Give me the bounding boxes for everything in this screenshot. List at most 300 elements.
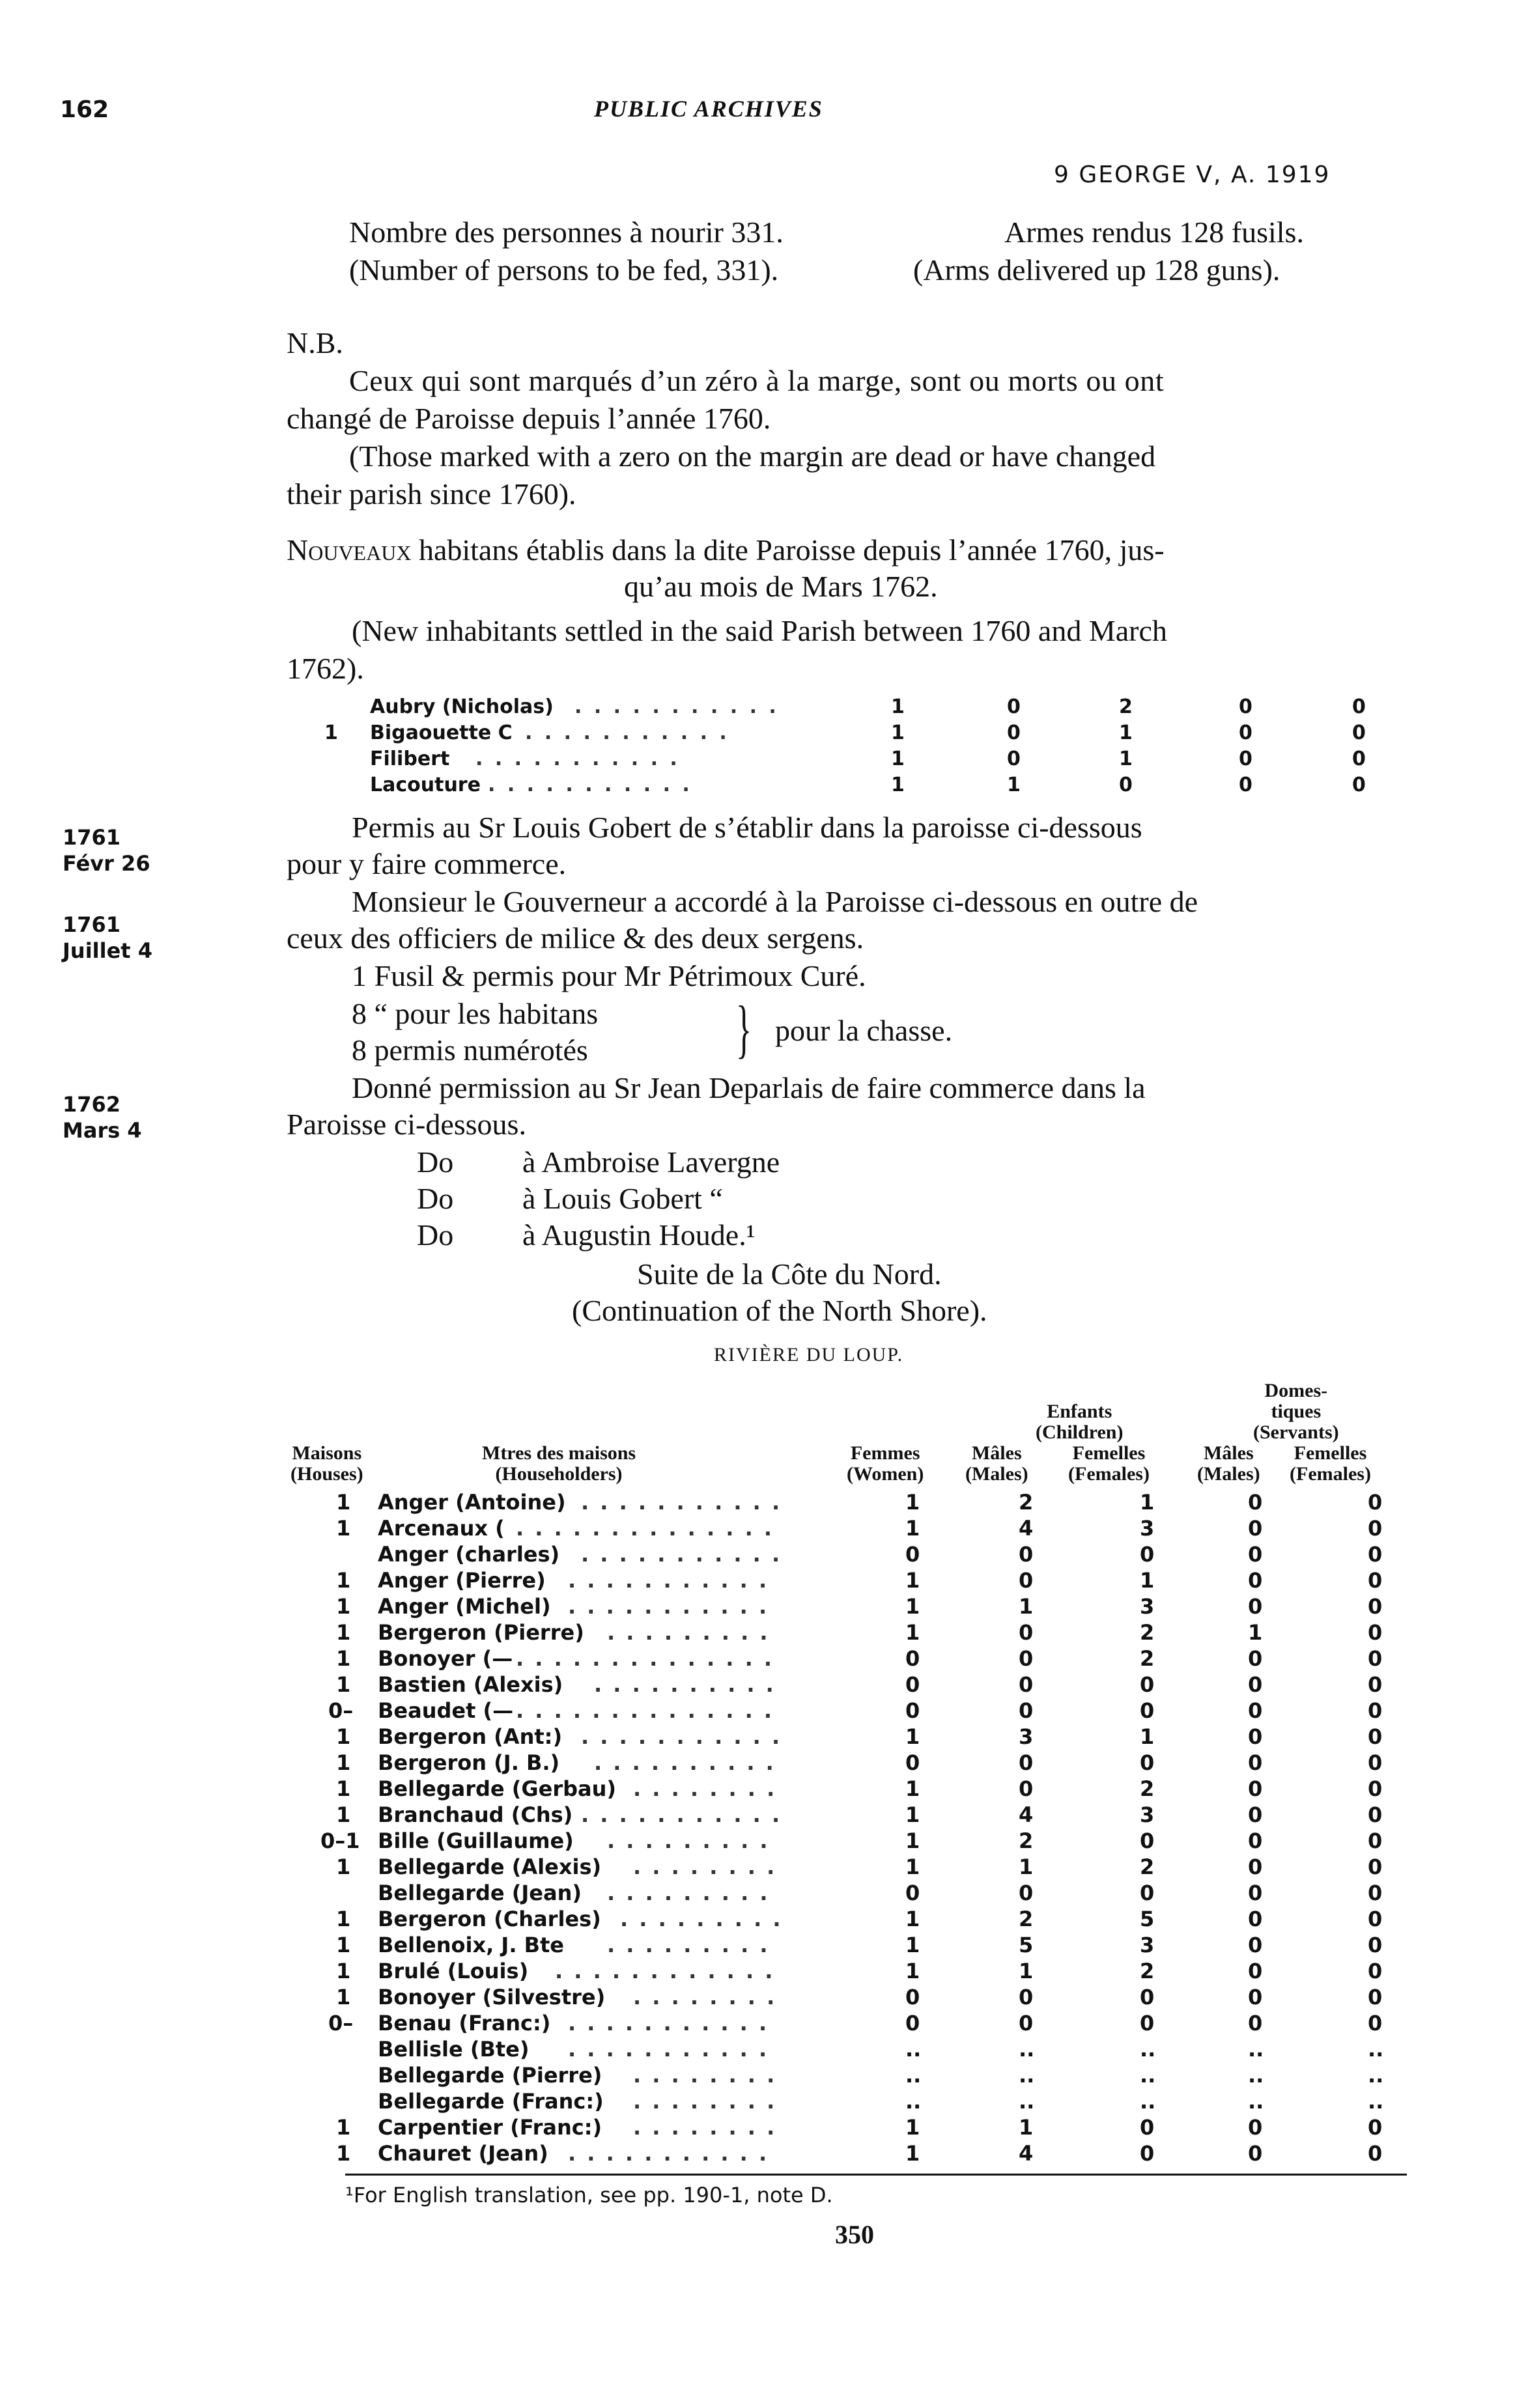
census-value: 1 — [905, 1802, 920, 1827]
census-householder: Bellisle (Bte) — [378, 2037, 530, 2062]
section-title-fr: Suite de la Côte du Nord. — [637, 1257, 942, 1291]
new-row-value: 1 — [1007, 774, 1021, 796]
footnote-rule — [345, 2174, 1407, 2176]
col-dmales-l1: Mâles — [1203, 1442, 1254, 1464]
census-value: 3 — [1140, 1594, 1155, 1619]
census-leader: . . . . . . . . — [633, 2089, 777, 2114]
section-subtitle: RIVIÈRE DU LOUP. — [714, 1344, 904, 1365]
census-house-mark: 1 — [336, 1933, 351, 1957]
census-value: 1 — [1140, 1490, 1155, 1515]
new-row-value: 1 — [1119, 748, 1133, 770]
census-value: .. — [1019, 2063, 1035, 2088]
census-leader: . . . . . . . . . . . — [581, 1542, 782, 1567]
census-house-mark: 1 — [336, 1568, 351, 1593]
census-value: 0 — [1140, 1750, 1155, 1775]
census-value: 1 — [1140, 1724, 1155, 1749]
nouveaux-line2: qu’au mois de Mars 1762. — [624, 570, 938, 603]
census-value: 0 — [1368, 2115, 1383, 2140]
census-value: 1 — [905, 1776, 920, 1801]
nouveaux-line1 — [287, 533, 1165, 567]
permit2-line2: ceux des officiers de milice & des deux sergens. — [287, 921, 864, 955]
col-dmales-en: (Males) — [1197, 1463, 1260, 1485]
new-row-value: 1 — [891, 721, 905, 744]
nb-fr-line1: Ceux qui sont marqués d’un zéro à la marge, sont ou morts ou ont — [349, 364, 1165, 397]
census-value: 0 — [1019, 1568, 1034, 1593]
census-value: 0 — [905, 1672, 920, 1697]
census-householder: Bellenoix, J. Bte — [378, 1933, 564, 1957]
col-femelles — [1068, 1443, 1150, 1485]
census-leader: . . . . . . . . . . . . . . — [516, 1646, 774, 1671]
census-house-mark: 1 — [336, 1959, 351, 1983]
census-householder: Bergeron (J. B.) — [378, 1750, 560, 1775]
permit1-line2: pour y faire commerce. — [287, 847, 567, 880]
col-males — [965, 1443, 1028, 1485]
col-enfants-l1: Enfants — [1047, 1401, 1112, 1422]
new-row-value: 0 — [1007, 695, 1021, 718]
nb-fr-line2: changé de Paroisse depuis l’année 1760. — [287, 402, 771, 435]
census-leader: . . . . . . . . . . — [594, 1672, 776, 1697]
census-value: .. — [905, 2089, 922, 2114]
census-value: 3 — [1019, 1724, 1034, 1749]
census-value: 0 — [1368, 1516, 1383, 1541]
new-row-value: 2 — [1119, 695, 1133, 718]
census-value: 0 — [1019, 1646, 1034, 1671]
margin-date-3 — [63, 1091, 142, 1143]
census-value: 0 — [1368, 1907, 1383, 1931]
col-females-en: (Females) — [1068, 1463, 1150, 1485]
nouveaux-lead: Nouveaux — [287, 533, 412, 567]
census-value: 0 — [1140, 1672, 1155, 1697]
col-maisons — [290, 1443, 363, 1485]
nouveaux-en-line2: 1762). — [287, 652, 364, 685]
census-value: 0 — [1248, 1750, 1263, 1775]
census-value: 0 — [1140, 1828, 1155, 1853]
brace: } — [736, 992, 752, 1065]
census-leader: . . . . . . . . . . . — [568, 2011, 769, 2036]
col-dfemelles — [1290, 1443, 1371, 1485]
census-value: 1 — [905, 1933, 920, 1957]
census-value: 0 — [1140, 1698, 1155, 1723]
census-value: .. — [1368, 2037, 1384, 2062]
census-value: 0 — [1019, 1542, 1034, 1567]
nouveaux-text: habitans établis dans la dite Paroisse depuis l’année 1760, jus- — [418, 533, 1165, 567]
census-house-mark: 1 — [336, 1516, 351, 1541]
census-value: 0 — [1248, 1881, 1263, 1905]
census-value: 0 — [1368, 1750, 1383, 1775]
new-row-value: 0 — [1239, 721, 1252, 744]
permit3-line1: Donné permission au Sr Jean Deparlais de faire commerce dans la — [352, 1071, 1146, 1104]
census-value: 0 — [1248, 1802, 1263, 1827]
census-householder: Anger (charles) — [378, 1542, 560, 1567]
col-femmes — [847, 1443, 924, 1485]
new-row-value: 0 — [1352, 748, 1366, 770]
col-domestiques — [1253, 1380, 1339, 1443]
permit-item1: 1 Fusil & permis pour Mr Pétrimoux Curé. — [352, 959, 866, 992]
census-value: 0 — [905, 1750, 920, 1775]
census-value: 2 — [1019, 1907, 1034, 1931]
census-householder: Bellegarde (Franc:) — [378, 2089, 604, 2114]
census-householder: Brulé (Louis) — [378, 1959, 529, 1983]
census-house-mark: 1 — [336, 1750, 351, 1775]
census-value: 1 — [905, 1594, 920, 1619]
new-row-value: 0 — [1239, 695, 1252, 718]
census-value: 5 — [1140, 1907, 1155, 1931]
census-value: 4 — [1019, 1802, 1034, 1827]
census-leader: . . . . . . . . . — [620, 1907, 783, 1931]
new-row-leader: . . . . . . . . . . . — [574, 695, 779, 718]
col-householders: (Householders) — [495, 1463, 623, 1485]
census-value: 0 — [1368, 1542, 1383, 1567]
new-row-name: Lacouture — [370, 774, 481, 796]
census-value: 0 — [1019, 1620, 1034, 1645]
census-house-mark: 1 — [336, 2141, 351, 2166]
census-value: 2 — [1019, 1828, 1034, 1853]
census-value: .. — [1248, 2037, 1264, 2062]
new-row-value: 0 — [1119, 774, 1133, 796]
census-value: 0 — [905, 1542, 920, 1567]
census-value: 0 — [1368, 1855, 1383, 1879]
census-value: 4 — [1019, 2141, 1034, 2166]
margin-date-year: 1761 — [63, 912, 121, 937]
census-value: 0 — [1248, 1985, 1263, 2009]
col-dfemelles-l1: Femelles — [1294, 1442, 1367, 1464]
census-house-mark: 1 — [336, 1672, 351, 1697]
census-householder: Anger (Antoine) — [378, 1490, 566, 1515]
census-leader: . . . . . . . . . . . — [581, 1802, 782, 1827]
census-value: 1 — [905, 1724, 920, 1749]
col-domestiques-l1: Domes- — [1264, 1380, 1328, 1401]
running-title: PUBLIC ARCHIVES — [594, 96, 823, 122]
census-value: 0 — [1368, 1802, 1383, 1827]
census-value: 5 — [1019, 1933, 1034, 1957]
census-value: 3 — [1140, 1933, 1155, 1957]
col-mtres — [482, 1443, 636, 1485]
census-value: 0 — [1019, 1985, 1034, 2009]
census-value: 1 — [905, 2141, 920, 2166]
margin-date-1 — [63, 824, 150, 876]
census-value: 0 — [1368, 2141, 1383, 2166]
census-value: 0 — [1368, 1490, 1383, 1515]
persons-fr: Nombre des personnes à nourir 331. — [349, 216, 784, 249]
census-leader: . . . . . . . . . . . — [581, 1724, 782, 1749]
census-householder: Anger (Michel) — [378, 1594, 551, 1619]
census-value: 1 — [1019, 1855, 1034, 1879]
col-enfants — [1036, 1401, 1123, 1443]
census-house-mark: 1 — [336, 1724, 351, 1749]
do-text: à Augustin Houde.¹ — [522, 1218, 756, 1252]
census-value: 1 — [1019, 1959, 1034, 1983]
census-value: 3 — [1140, 1516, 1155, 1541]
col-women: (Women) — [847, 1463, 924, 1485]
permit2-line1: Monsieur le Gouverneur a accordé à la Paroisse ci-dessous en outre de — [352, 885, 1198, 918]
census-value: 1 — [905, 1620, 920, 1645]
census-value: 0 — [1248, 1933, 1263, 1957]
census-value: 0 — [1019, 1750, 1034, 1775]
census-value: 1 — [905, 1568, 920, 1593]
census-householder: Bellegarde (Pierre) — [378, 2063, 602, 2088]
do-text: à Louis Gobert “ — [522, 1182, 723, 1215]
census-value: 0 — [1019, 1776, 1034, 1801]
census-value: 0 — [1368, 1933, 1383, 1957]
census-value: 0 — [1368, 1698, 1383, 1723]
census-householder: Benau (Franc:) — [378, 2011, 551, 2036]
census-householder: Bille (Guillaume) — [378, 1828, 574, 1853]
census-value: 0 — [1368, 1985, 1383, 2009]
census-value: 1 — [1248, 1620, 1263, 1645]
census-value: 0 — [1248, 2141, 1263, 2166]
census-value: .. — [1140, 2063, 1156, 2088]
census-leader: . . . . . . . . . — [607, 1881, 770, 1905]
census-value: 1 — [1019, 1594, 1034, 1619]
census-value: 0 — [1248, 1516, 1263, 1541]
arms-en: (Arms delivered up 128 guns). — [913, 253, 1280, 287]
census-value: .. — [1248, 2063, 1264, 2088]
nb-label: N.B. — [287, 326, 343, 359]
census-value: 2 — [1140, 1855, 1155, 1879]
census-value: 0 — [1019, 1672, 1034, 1697]
census-value: .. — [905, 2063, 922, 2088]
census-value: 0 — [1248, 2115, 1263, 2140]
new-row-value: 0 — [1007, 721, 1021, 744]
margin-date-year: 1762 — [63, 1092, 121, 1117]
col-domestiques-l2: tiques — [1271, 1401, 1322, 1422]
census-householder: Beaudet (— — [378, 1698, 514, 1723]
census-value: 0 — [1019, 1698, 1034, 1723]
census-value: 0 — [1368, 1776, 1383, 1801]
census-value: 0 — [1248, 1490, 1263, 1515]
census-householder: Carpentier (Franc:) — [378, 2115, 602, 2140]
census-householder: Branchaud (Chs) — [378, 1802, 573, 1827]
new-row-value: 0 — [1352, 695, 1366, 718]
permit-item2a: 8 “ pour les habitans — [352, 997, 599, 1030]
census-value: 0 — [1248, 1959, 1263, 1983]
census-house-mark: 0–1 — [320, 1828, 360, 1853]
census-householder: Bonoyer (— — [378, 1646, 513, 1671]
new-row-value: 0 — [1239, 774, 1252, 796]
census-value: 3 — [1140, 1802, 1155, 1827]
new-row-leader: . . . . . . . . . . . — [488, 774, 692, 796]
census-value: 2 — [1140, 1776, 1155, 1801]
census-value: 1 — [905, 1490, 920, 1515]
col-males-en: (Males) — [965, 1463, 1028, 1485]
do-marker: Do — [417, 1218, 454, 1252]
census-value: .. — [1368, 2089, 1384, 2114]
new-row-value: 0 — [1352, 774, 1366, 796]
census-house-mark: 0– — [328, 2011, 354, 2036]
census-value: 1 — [905, 1959, 920, 1983]
census-value: 0 — [1368, 1724, 1383, 1749]
permit1-line1: Permis au Sr Louis Gobert de s’établir dans la paroisse ci-dessous — [352, 811, 1142, 844]
census-value: 1 — [905, 2115, 920, 2140]
census-value: .. — [1140, 2037, 1156, 2062]
col-femelles-l1: Femelles — [1072, 1442, 1146, 1464]
census-value: 4 — [1019, 1516, 1034, 1541]
census-householder: Chauret (Jean) — [378, 2141, 548, 2166]
new-row-value: 1 — [891, 748, 905, 770]
census-householder: Bellegarde (Jean) — [378, 1881, 582, 1905]
census-value: 0 — [1248, 1568, 1263, 1593]
census-householder: Arcenaux ( — [378, 1516, 505, 1541]
nb-en-line2: their parish since 1760). — [287, 477, 576, 511]
census-value: 0 — [1140, 2141, 1155, 2166]
census-value: .. — [1019, 2037, 1035, 2062]
census-value: 1 — [1140, 1568, 1155, 1593]
census-value: 0 — [1248, 1828, 1263, 1853]
persons-en: (Number of persons to be fed, 331). — [349, 253, 779, 287]
new-row-value: 0 — [1239, 748, 1252, 770]
census-value: .. — [1248, 2089, 1264, 2114]
new-row-leader: . . . . . . . . . . . — [475, 748, 680, 770]
do-marker: Do — [417, 1182, 454, 1215]
col-dmales — [1197, 1443, 1260, 1485]
census-house-mark: 1 — [336, 1855, 351, 1879]
census-house-mark: 0– — [328, 1698, 354, 1723]
census-value: 0 — [1368, 1828, 1383, 1853]
new-row-value: 0 — [1352, 721, 1366, 744]
census-value: 0 — [1368, 1594, 1383, 1619]
census-value: 0 — [1248, 1672, 1263, 1697]
census-value: 0 — [1368, 1620, 1383, 1645]
census-value: 0 — [1368, 1881, 1383, 1905]
new-row-value: 1 — [891, 774, 905, 796]
census-value: 0 — [1140, 1881, 1155, 1905]
census-leader: . . . . . . . . . — [607, 1828, 770, 1853]
census-house-mark: 1 — [336, 1776, 351, 1801]
census-leader: . . . . . . . . . . . — [568, 2037, 769, 2062]
census-house-mark: 1 — [336, 1594, 351, 1619]
census-house-mark: 1 — [336, 1620, 351, 1645]
census-value: 0 — [1368, 1672, 1383, 1697]
census-house-mark: 1 — [336, 1646, 351, 1671]
arms-fr: Armes rendus 128 fusils. — [1004, 216, 1304, 249]
session-header: 9 GEORGE V, A. 1919 — [1054, 161, 1331, 188]
margin-date-2 — [63, 912, 152, 964]
pour-la-chasse: pour la chasse. — [775, 1014, 953, 1047]
census-value: 0 — [905, 2011, 920, 2036]
margin-date-day: Mars 4 — [63, 1118, 142, 1143]
margin-date-year: 1761 — [63, 825, 121, 850]
new-row-name: Aubry (Nicholas) — [370, 695, 554, 718]
census-value: 0 — [1248, 1855, 1263, 1879]
census-householder: Bonoyer (Silvestre) — [378, 1985, 606, 2009]
census-value: 0 — [1248, 1542, 1263, 1567]
census-value: 0 — [1140, 1542, 1155, 1567]
col-servants: (Servants) — [1253, 1421, 1339, 1443]
col-maisons-l1: Maisons — [292, 1442, 362, 1464]
census-householder: Anger (Pierre) — [378, 1568, 546, 1593]
footnote: ¹For English translation, see pp. 190-1, note D. — [345, 2183, 833, 2207]
census-leader: . . . . . . . . . . . . . . — [516, 1698, 774, 1723]
census-value: 1 — [905, 1516, 920, 1541]
census-house-mark: 1 — [336, 1907, 351, 1931]
census-house-mark: 1 — [336, 1490, 351, 1515]
col-males-l1: Mâles — [971, 1442, 1022, 1464]
census-value: 1 — [905, 1855, 920, 1879]
census-value: 0 — [1368, 2011, 1383, 2036]
census-value: 0 — [905, 1881, 920, 1905]
col-mtres-l1: Mtres des maisons — [482, 1442, 636, 1464]
do-text: à Ambroise Lavergne — [522, 1145, 780, 1179]
census-leader: . . . . . . . . — [633, 2063, 777, 2088]
census-value: 1 — [1019, 2115, 1034, 2140]
census-value: 2 — [1140, 1959, 1155, 1983]
census-leader: . . . . . . . . . . . — [568, 1568, 769, 1593]
nb-en-line1: (Those marked with a zero on the margin are dead or have changed — [349, 440, 1156, 473]
census-value: 2 — [1140, 1620, 1155, 1645]
col-femmes-l1: Femmes — [850, 1442, 920, 1464]
census-value: 2 — [1019, 1490, 1034, 1515]
census-value: 0 — [1368, 1646, 1383, 1671]
do-marker: Do — [417, 1145, 454, 1179]
col-children: (Children) — [1036, 1421, 1124, 1443]
col-houses: (Houses) — [290, 1463, 363, 1485]
census-householder: Bergeron (Charles) — [378, 1907, 601, 1931]
census-value: 0 — [905, 1646, 920, 1671]
census-leader: . . . . . . . . . . — [594, 1750, 776, 1775]
census-value: 1 — [905, 1828, 920, 1853]
census-leader: . . . . . . . . . — [607, 1620, 770, 1645]
margin-date-day: Juillet 4 — [63, 938, 152, 963]
census-value: .. — [905, 2037, 922, 2062]
permit-item2b: 8 permis numérotés — [352, 1033, 588, 1067]
census-leader: . . . . . . . . . . . . — [555, 1959, 775, 1983]
census-leader: . . . . . . . . . — [607, 1933, 770, 1957]
census-leader: . . . . . . . . . . . — [581, 1490, 782, 1515]
census-leader: . . . . . . . . . . . — [568, 2141, 769, 2166]
census-value: 0 — [1248, 2011, 1263, 2036]
new-row-name: Bigaouette C — [370, 721, 513, 744]
col-dfemales-en: (Females) — [1290, 1463, 1371, 1485]
census-leader: . . . . . . . . — [633, 1855, 777, 1879]
census-value: 0 — [1019, 1881, 1034, 1905]
census-value: 0 — [1368, 1959, 1383, 1983]
census-house-mark: 1 — [336, 2115, 351, 2140]
census-value: 0 — [905, 1985, 920, 2009]
section-title-en: (Continuation of the North Shore). — [572, 1294, 987, 1327]
census-value: 0 — [1368, 1568, 1383, 1593]
new-row-mark: 1 — [324, 721, 338, 744]
census-house-mark: 1 — [336, 1985, 351, 2009]
census-leader: . . . . . . . . . . . — [568, 1594, 769, 1619]
new-row-leader: . . . . . . . . . . . — [525, 721, 729, 744]
census-value: 0 — [1140, 2115, 1155, 2140]
census-value: 0 — [1248, 1698, 1263, 1723]
new-row-value: 1 — [1119, 721, 1133, 744]
margin-date-day: Févr 26 — [63, 851, 150, 876]
census-householder: Bergeron (Pierre) — [378, 1620, 584, 1645]
census-house-mark: 1 — [336, 1802, 351, 1827]
new-row-name: Filibert — [370, 748, 450, 770]
new-row-value: 1 — [891, 695, 905, 718]
census-value: 0 — [1248, 1724, 1263, 1749]
nouveaux-en-line1: (New inhabitants settled in the said Parish between 1760 and March — [352, 614, 1167, 647]
census-value: 0 — [1248, 1594, 1263, 1619]
census-value: 0 — [1019, 2011, 1034, 2036]
census-value: 2 — [1140, 1646, 1155, 1671]
census-householder: Bergeron (Ant:) — [378, 1724, 563, 1749]
census-householder: Bastien (Alexis) — [378, 1672, 563, 1697]
census-leader: . . . . . . . . . . . . . . — [516, 1516, 774, 1541]
permit3-line2: Paroisse ci-dessous. — [287, 1108, 526, 1141]
census-householder: Bellegarde (Gerbau) — [378, 1776, 617, 1801]
census-value: 0 — [1140, 1985, 1155, 2009]
census-value: .. — [1368, 2063, 1384, 2088]
census-value: 0 — [1248, 1646, 1263, 1671]
census-householder: Bellegarde (Alexis) — [378, 1855, 602, 1879]
page-number: 162 — [60, 96, 109, 123]
census-value: .. — [1019, 2089, 1035, 2114]
census-leader: . . . . . . . . — [633, 2115, 777, 2140]
